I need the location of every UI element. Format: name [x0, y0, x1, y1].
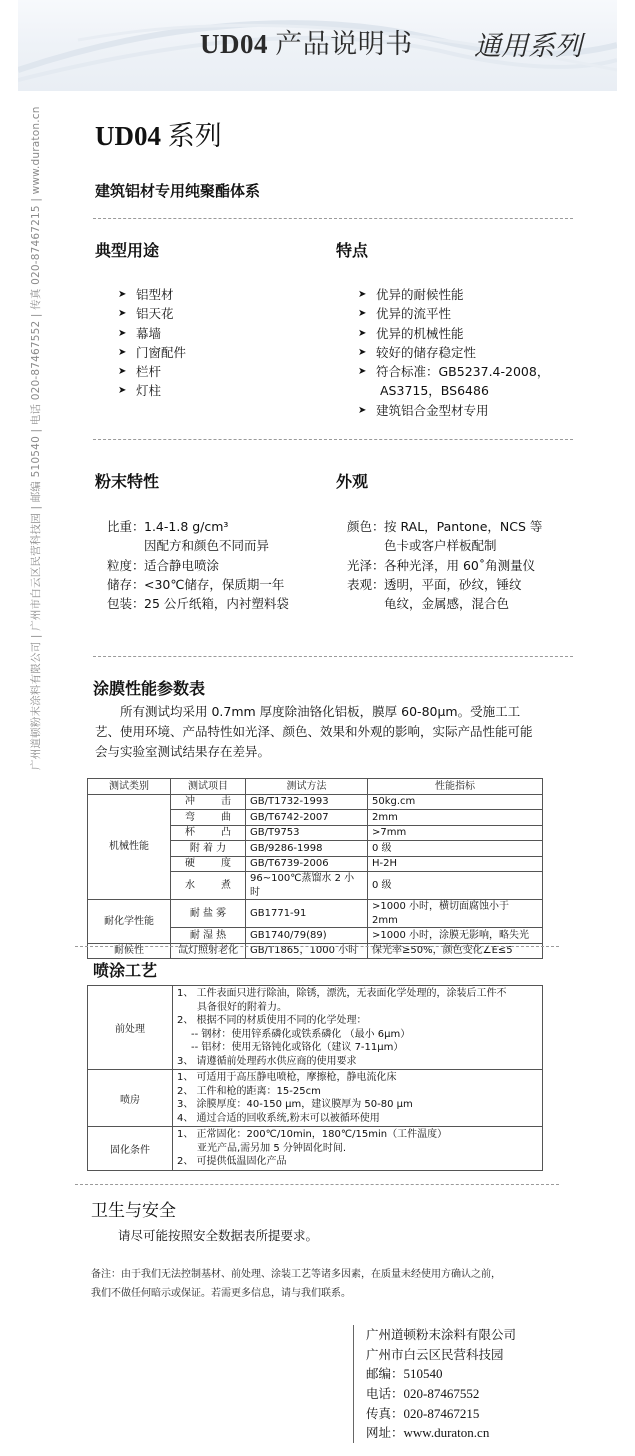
content-cell — [173, 1070, 543, 1127]
list-item — [118, 324, 186, 343]
spray-process-heading: 喷涂工艺 — [93, 961, 158, 980]
list-item-text: 符合标准：GB5237.4-2008， — [376, 364, 550, 380]
arrow-bullet-icon: ➤ — [118, 327, 127, 339]
spec-cell: 50kg.cm — [368, 794, 543, 810]
property-value: 25 公斤纸箱，内衬塑料袋 — [144, 596, 289, 612]
document-title-code: UD04 — [200, 29, 268, 59]
property-value: 适合静电喷涂 — [144, 557, 220, 573]
note-line: 备注：由于我们无法控制基材、前处理、涂装工艺等诸多因素，在质量未经使用方确认之前， — [91, 1269, 501, 1280]
table-row — [88, 794, 543, 810]
item-cell: 杯 凸 — [171, 825, 246, 841]
method-cell: GB/9286-1998 — [246, 841, 368, 857]
method-cell: GB1771-91 — [246, 900, 368, 928]
divider — [93, 656, 573, 657]
page-title-text: 系列 — [167, 121, 222, 151]
process-line: 亚光产品,需另加 5 分钟固化时间. — [197, 1142, 347, 1154]
postcode-label: 邮编： — [366, 1366, 404, 1382]
list-item — [358, 343, 549, 362]
column-header: 性能指标 — [368, 779, 543, 795]
list-item-text: 较好的储存稳定性 — [376, 344, 477, 360]
table-header-row — [88, 779, 543, 795]
note-line: 我们不做任何暗示或保证。若需更多信息，请与我们联系。 — [91, 1288, 351, 1299]
list-item — [358, 304, 549, 323]
arrow-bullet-icon: ➤ — [358, 346, 367, 358]
property-row — [347, 517, 542, 536]
property-key: 包装： — [107, 596, 145, 612]
postcode-row — [366, 1364, 516, 1384]
fax-label: 传真： — [366, 1405, 404, 1421]
list-item — [358, 362, 549, 381]
category-cell: 固化条件 — [88, 1127, 173, 1171]
property-row — [107, 556, 289, 575]
category-cell: 耐化学性能 — [88, 900, 171, 944]
typical-uses-heading: 典型用途 — [95, 241, 160, 260]
process-line: 1、 可适用于高压静电喷枪，摩擦枪，静电流化床 — [177, 1072, 397, 1083]
divider — [93, 218, 573, 219]
column-header: 测试方法 — [246, 779, 368, 795]
method-cell: GB/T6739-2006 — [246, 856, 368, 872]
film-performance-paragraph: 所有测试均采用 0.7mm 厚度除油铬化铝板，膜厚 60-80μm。受施工工艺、使用环境、产品特性如光泽、颜色、效果和外观的影响，实际产品性能可能会与实验室测试结果存在差异。 — [95, 704, 533, 759]
arrow-bullet-icon: ➤ — [118, 366, 127, 378]
phone-row — [366, 1384, 516, 1404]
safety-heading: 卫生与安全 — [91, 1201, 176, 1221]
spray-process-table — [87, 985, 543, 1171]
property-value: 1.4-1.8 g/cm³ — [144, 519, 229, 534]
item-cell: 附 着 力 — [171, 841, 246, 857]
property-key: 储存： — [107, 576, 145, 592]
arrow-bullet-icon: ➤ — [358, 327, 367, 339]
phone-value: 020-87467552 — [403, 1386, 480, 1402]
arrow-bullet-icon: ➤ — [118, 308, 127, 320]
item-cell: 氙灯照射老化 — [171, 943, 246, 959]
powder-properties-heading: 粉末特性 — [95, 472, 160, 491]
list-item-text: 优异的流平性 — [376, 306, 452, 322]
website-label: 网址： — [366, 1425, 404, 1441]
property-key: 粒度： — [107, 557, 145, 573]
disclaimer-note — [91, 1265, 561, 1303]
item-cell: 耐 湿 热 — [171, 928, 246, 944]
process-line: 1、 正常固化：200℃/10min，180℃/15min（工件温度） — [177, 1129, 448, 1140]
item-cell: 弯 曲 — [171, 810, 246, 826]
list-item-continuation — [358, 381, 549, 400]
property-key: 表观： — [347, 576, 385, 592]
property-row — [107, 594, 289, 613]
process-line: 具备很好的附着力。 — [197, 1001, 287, 1013]
arrow-bullet-icon: ➤ — [118, 289, 127, 300]
list-item — [358, 401, 549, 420]
table-row — [88, 900, 543, 928]
divider — [75, 1184, 559, 1185]
arrow-bullet-icon: ➤ — [118, 346, 127, 358]
process-line: 2、 可提供低温固化产品 — [177, 1156, 287, 1167]
appearance-list — [347, 517, 542, 613]
property-key — [107, 536, 144, 555]
safety-text: 请尽可能按照安全数据表所提要求。 — [118, 1228, 319, 1243]
method-cell: GB1740/79(89) — [246, 928, 368, 944]
property-key: 比重： — [107, 519, 145, 534]
series-label: 通用系列 — [474, 31, 582, 61]
postcode-value: 510540 — [403, 1366, 443, 1382]
content-cell — [173, 1127, 543, 1171]
arrow-bullet-icon: ➤ — [358, 366, 367, 378]
category-cell: 喷房 — [88, 1070, 173, 1127]
list-item-text: 铝型材 — [136, 287, 174, 302]
table-row — [88, 1127, 543, 1171]
film-performance-heading: 涂膜性能参数表 — [93, 679, 206, 698]
list-item — [118, 343, 186, 362]
property-value: 透明，平面，砂纹，锤纹 — [384, 576, 522, 592]
company-name: 广州道顿粉末涂料有限公司 — [366, 1327, 517, 1342]
property-key — [347, 536, 384, 555]
property-key — [347, 594, 384, 613]
property-row — [107, 575, 289, 594]
company-address: 广州市白云区民营科技园 — [366, 1346, 504, 1362]
property-row — [347, 556, 542, 575]
list-item — [118, 381, 186, 400]
process-line: 2、 根据不同的材质使用不同的化学处理： — [177, 1015, 367, 1026]
table-row — [88, 986, 543, 1070]
document-title-text: 产品说明书 — [275, 29, 413, 59]
process-line: 3、 请遵循前处理药水供应商的使用要求 — [177, 1055, 357, 1067]
list-item-text: 灯柱 — [136, 383, 162, 399]
category-cell: 机械性能 — [88, 794, 171, 900]
document-title — [200, 22, 413, 61]
property-value: 因配方和颜色不同而异 — [144, 538, 270, 554]
phone-label: 电话： — [366, 1386, 404, 1402]
process-line: -- 钢材：使用锌系磷化或铁系磷化 （最小 6μm） — [191, 1028, 411, 1040]
property-value: <30℃储存，保质期一年 — [144, 576, 285, 592]
divider — [75, 946, 559, 947]
typical-uses-list — [118, 285, 186, 401]
list-item-text: AS3715，BS6486 — [380, 383, 489, 399]
property-value: 色卡或客户样板配制 — [384, 538, 497, 554]
list-item — [358, 324, 549, 343]
list-item — [118, 304, 186, 323]
property-value: 按 RAL，Pantone，NCS 等 — [384, 519, 543, 534]
property-row — [107, 517, 289, 536]
arrow-bullet-icon: ➤ — [358, 289, 367, 300]
item-cell: 硬 度 — [171, 856, 246, 872]
list-item-text: 幕墙 — [136, 325, 162, 341]
table-row — [88, 1070, 543, 1127]
features-heading: 特点 — [336, 241, 369, 260]
category-cell: 前处理 — [88, 986, 173, 1070]
method-cell: GB/T9753 — [246, 825, 368, 841]
powder-properties-list — [107, 517, 289, 613]
list-item-text: 优异的机械性能 — [376, 325, 464, 341]
property-row — [107, 536, 289, 555]
column-header: 测试项目 — [171, 779, 246, 795]
item-cell: 冲 击 — [171, 794, 246, 810]
page-title-code: UD04 — [95, 121, 161, 151]
arrow-bullet-icon: ➤ — [358, 308, 367, 320]
arrow-bullet-icon: ➤ — [358, 404, 367, 416]
list-item — [358, 285, 549, 304]
sidebar-contact-strip: 广州道顿粉末涂料有限公司 | 广州市白云区民营科技园 | 邮编 510540 | 电话 020-87467552 | 传真 020-87467215 | www.duraton.cn — [30, 106, 42, 770]
spec-cell: 保光率≥50%，颜色变化∠E≤5 — [368, 943, 543, 959]
process-line: 4、 通过合适的回收系统,粉末可以被循环使用 — [177, 1112, 380, 1124]
divider — [93, 439, 573, 440]
property-row — [347, 575, 542, 594]
list-item — [118, 285, 186, 304]
list-item-text: 优异的耐候性能 — [376, 287, 464, 302]
process-line: 1、 工件表面只进行除油，除锈，漂洗，无表面化学处理的，涂装后工件不 — [177, 988, 507, 999]
column-header: 测试类别 — [88, 779, 171, 795]
process-line: 3、 涂膜厚度：40-150 μm，建议膜厚为 50-80 μm — [177, 1099, 413, 1110]
website-link[interactable]: www.duraton.cn — [403, 1425, 490, 1441]
spec-cell: 2mm — [368, 810, 543, 826]
spec-cell: H-2H — [368, 856, 543, 872]
list-item-text: 栏杆 — [136, 364, 162, 380]
property-row — [347, 594, 542, 613]
content-cell — [173, 986, 543, 1070]
property-key: 光泽： — [347, 557, 385, 573]
property-value: 龟纹，金属感，混合色 — [384, 596, 510, 612]
product-subtitle: 建筑铝材专用纯聚酯体系 — [95, 182, 261, 200]
page-title — [95, 114, 222, 153]
contact-block — [353, 1325, 516, 1443]
method-cell: 96~100℃蒸馏水 2 小时 — [246, 872, 368, 900]
fax-row — [366, 1404, 516, 1424]
spec-cell: >1000 小时，横切面腐蚀小于 2mm — [368, 900, 543, 928]
performance-table — [87, 778, 543, 959]
spec-cell: >7mm — [368, 825, 543, 841]
spec-cell: >1000 小时，涂膜无影响，略失光 — [368, 928, 543, 944]
list-item-text: 建筑铝合金型材专用 — [376, 402, 489, 418]
arrow-bullet-icon: ➤ — [118, 385, 127, 397]
features-list — [358, 285, 549, 420]
process-line: 2、 工件和枪的距离：15-25cm — [177, 1085, 321, 1097]
method-cell: GB/T1732-1993 — [246, 794, 368, 810]
appearance-heading: 外观 — [336, 472, 369, 491]
spec-cell: 0 级 — [368, 841, 543, 857]
item-cell: 水 煮 — [171, 872, 246, 900]
process-line: -- 铝材：使用无铬钝化或铬化（建议 7-11μm） — [191, 1042, 404, 1053]
list-item — [118, 362, 186, 381]
spec-cell: 0 级 — [368, 872, 543, 900]
header-banner — [18, 0, 617, 91]
property-row — [347, 536, 542, 555]
property-value: 各种光泽，用 60˚角测量仪 — [384, 557, 536, 573]
category-cell: 耐候性 — [88, 943, 171, 959]
method-cell: GB/T6742-2007 — [246, 810, 368, 826]
fax-value: 020-87467215 — [403, 1405, 480, 1421]
property-key: 颜色： — [347, 519, 385, 534]
method-cell: GB/T1865，1000 小时 — [246, 943, 368, 959]
list-item-text: 铝天花 — [136, 306, 174, 322]
item-cell: 耐 盐 雾 — [171, 900, 246, 928]
website-row — [366, 1423, 516, 1443]
list-item-text: 门窗配件 — [136, 344, 187, 360]
